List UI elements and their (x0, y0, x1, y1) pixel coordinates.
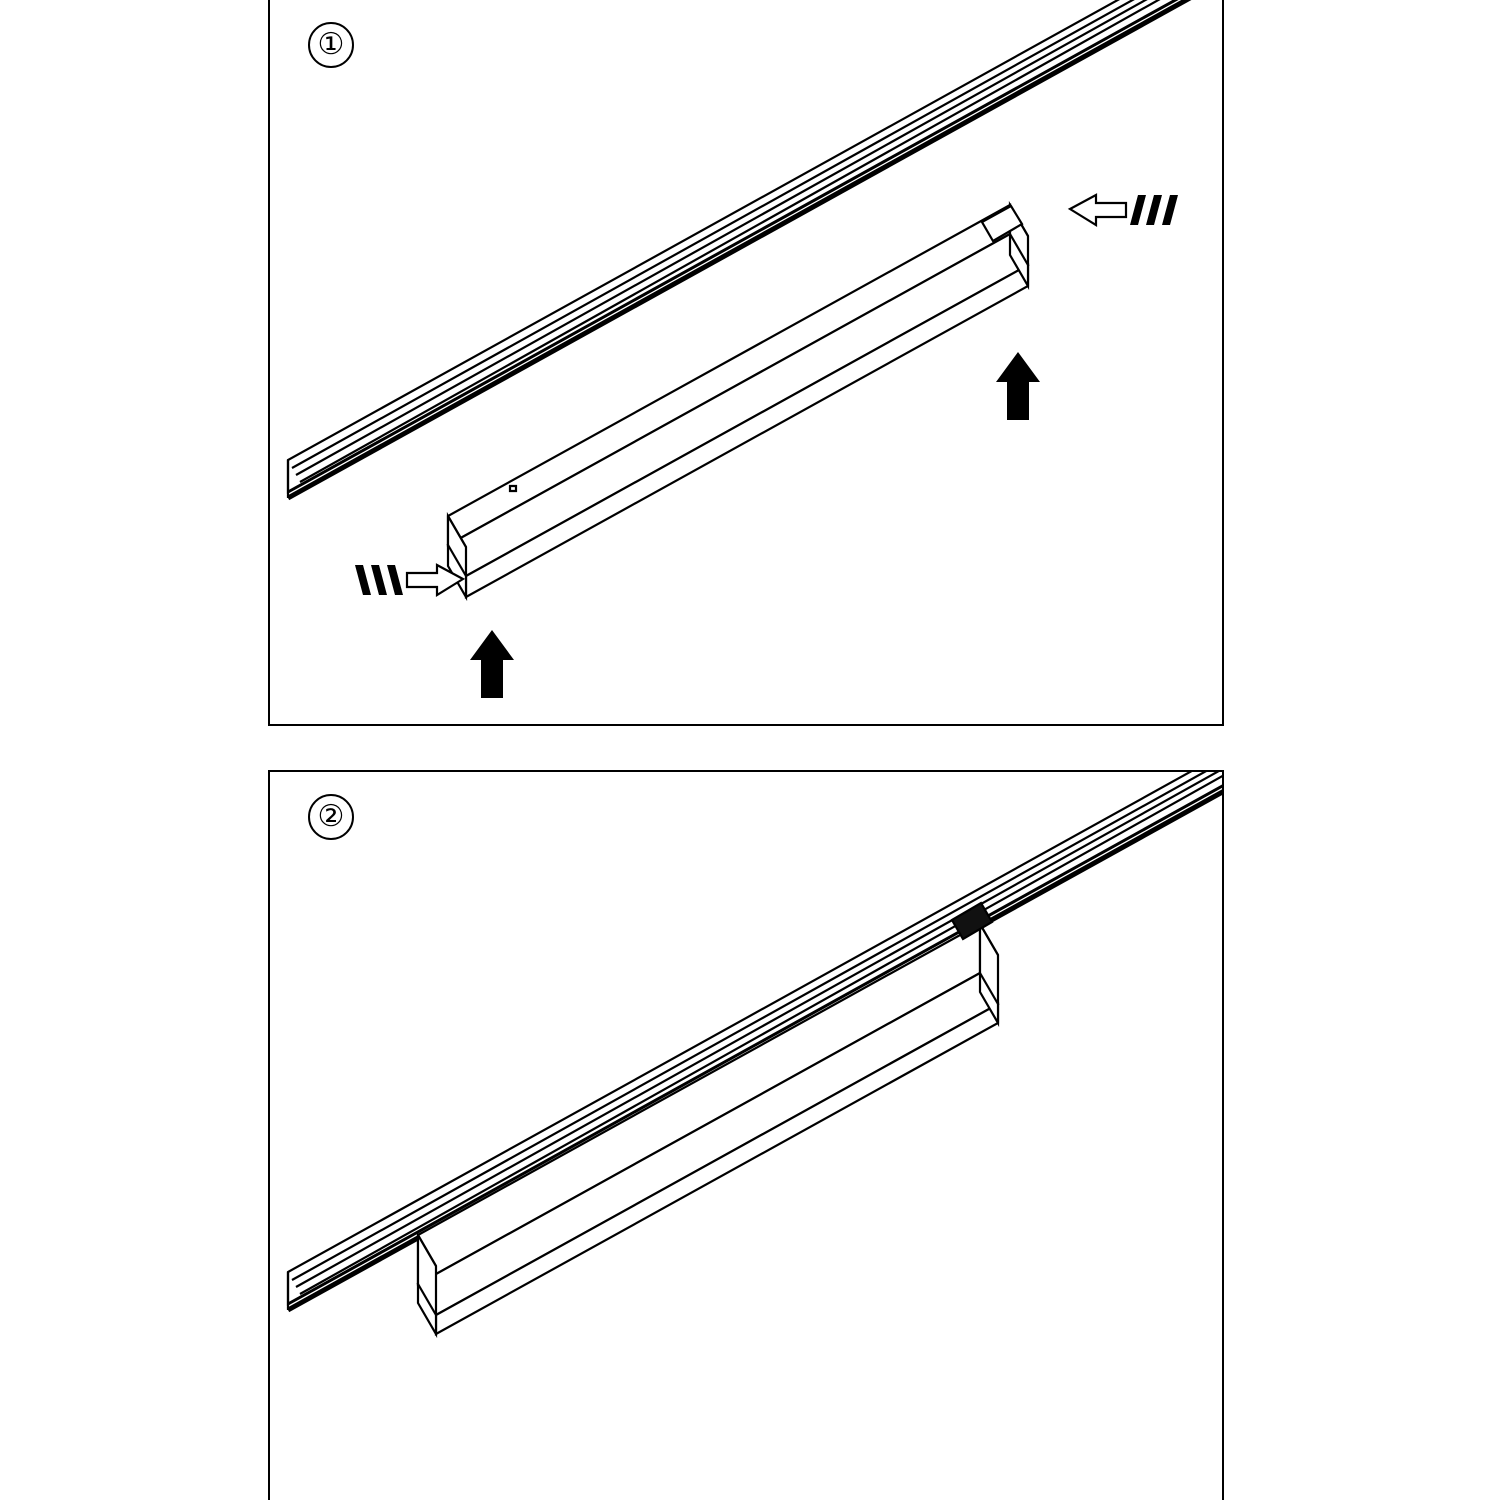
step-number-badge-1: ① (308, 22, 354, 68)
step-number-badge-2: ② (308, 794, 354, 840)
insert-arrow-upper (996, 352, 1040, 420)
instruction-panel-step-1 (268, 0, 1224, 726)
push-arrow-upper (1070, 195, 1178, 225)
push-arrow-lower (355, 565, 463, 595)
insert-arrow-lower (470, 630, 514, 698)
step-2-illustration (270, 772, 1224, 1500)
step-1-illustration (270, 0, 1224, 726)
light-module (448, 205, 1028, 597)
light-module (418, 903, 998, 1334)
instruction-panel-step-2 (268, 770, 1224, 1500)
